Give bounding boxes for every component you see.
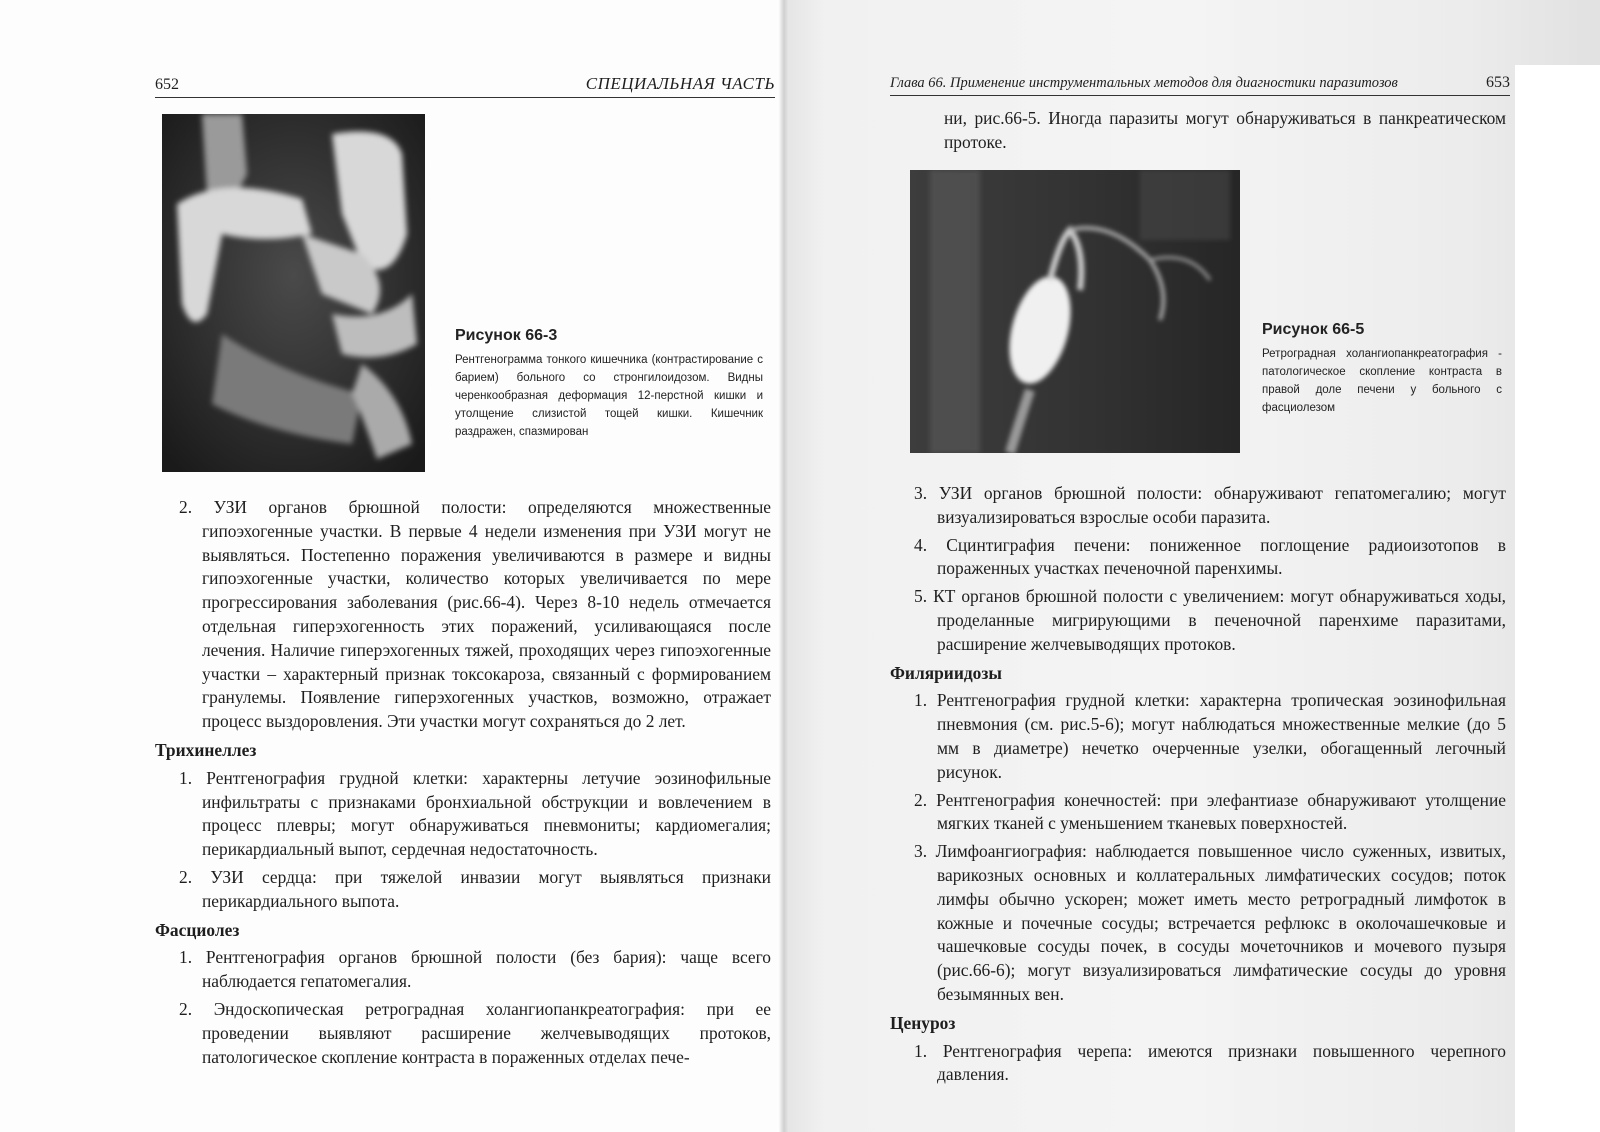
figure-66-5-text: Ретроградная холангиопанкреатография - патологическое скопление контраста в правой доле печени у больного с фасциолезом [1262, 348, 1502, 414]
list-item: 3. Лимфоангиография: наблюдается повышенное число суженных, извитых, варикозных основных и коллатеральных лимфатических сосудов; поток лимфы обычно ускорен; может иметь место ретроградный лимфоток в кожные и почечные сосуды; встречается рефлюкс в околочашечковые и чашечковые сосуды почек, в сосуды мочеточников и мочевого пузыря (рис.66-6); могут визуализироваться лимфатические сосуды до уровня безымянных вен. [914, 841, 1506, 1004]
left-page-number: 652 [155, 76, 179, 93]
right-running-title: Глава 66. Применение инструментальных методов для диагностики паразитозов [890, 75, 1398, 91]
section-heading-trichinellosis: Трихинеллез [155, 739, 257, 760]
figure-66-3-caption [455, 327, 763, 441]
section-heading-filariasis: Филяриидозы [890, 662, 1002, 683]
right-top-text [944, 107, 1506, 155]
section-heading-coenurosis: Ценуроз [890, 1012, 956, 1033]
list-item: 1. Рентгенография грудной клетки: характерны летучие эозинофильные инфильтраты с признаками бронхиальной обструкции и вовлечением в процесс плевры; могут обнаруживаться пневмониты; кардиомегалия; перикардиальный выпот, сердечная недостаточность. [179, 767, 771, 860]
list-item: 2. Рентгенография конечностей: при элефантиазе обнаруживают утолщение мягких тканей с уменьшением тканевых поверхностей. [914, 789, 1506, 834]
section-heading-fascioliasis: Фасциолез [155, 919, 240, 940]
list-item: 2. Эндоскопическая ретроградная холангиопанкреатография: при ее проведении выявляют расширение желчевыводящих протоков, патологическое скопление контраста в пораженных отделах пече- [179, 998, 771, 1067]
left-body-text [155, 496, 771, 1073]
xray-image-66-3 [162, 114, 425, 472]
figure-66-5-title: Рисунок 66-5 [1262, 321, 1365, 338]
right-page-header [890, 74, 1510, 96]
left-running-title: СПЕЦИАЛЬНАЯ ЧАСТЬ [585, 74, 775, 93]
list-item: 3. УЗИ органов брюшной полости: обнаруживают гепатомегалию; могут визуализироваться взрослые особи паразита. [914, 483, 1506, 527]
continuation-paragraph: ни, рис.66-5. Иногда паразиты могут обнаруживаться в панкреатическом протоке. [944, 108, 1506, 152]
figure-66-3-title: Рисунок 66-3 [455, 327, 558, 344]
book-spine [779, 0, 789, 1132]
figure-66-3-text: Рентгенограмма тонкого кишечника (контрастирование с барием) больного со стронгилоидозом. Видны черенкообразная деформация 12-перстной кишки и утолщение слизистой тощей кишки. Кишечник раздражен, спазмирован [455, 354, 763, 438]
list-item: 2. УЗИ органов брюшной полости: определяются множественные гипоэхогенные участки. В первые 4 недели изменения при УЗИ могут не выявляться. Постепенно поражения увеличиваются в размере и видны гипоэхогенные участки, количество которых увеличивается по мере прогрессирования заболевания (рис.66-4). Через 8-10 недель отмечается отдельная гиперэхогенность этих поражений, усиливающаяся после лечения. Наличие гиперэхогенных тяжей, проходящих через гипоэхогенные участки – характерный признак токсокароза, связанный с формированием гранулемы. Появление гиперэхогенных участков, возможно, отражает процесс выздоровления. Эти участки могут сохраняться до 2 лет. [179, 497, 771, 732]
list-item: 1. Рентгенография грудной клетки: характерна тропическая эозинофильная пневмония (см. рис.5-6); могут наблюдаться множественные мелкие (до 5 мм в диаметре) нечетко очерченные узелки, обогащенный легочный рисунок. [914, 690, 1506, 782]
figure-66-5-caption [1262, 321, 1502, 417]
left-page-header [155, 74, 775, 98]
list-item: 4. Сцинтиграфия печени: пониженное поглощение радиоизотопов в пораженных участках печеночной паренхимы. [914, 534, 1506, 579]
xray-image-66-5 [910, 170, 1240, 453]
list-item: 1. Рентгенография органов брюшной полости (без бария): чаще всего наблюдается гепатомегалия. [179, 947, 771, 992]
right-body-text [890, 482, 1506, 1091]
list-item: 5. КТ органов брюшной полости с увеличением: могут обнаруживаться ходы, проделанные мигрирующими в печеночной паренхиме паразитами, расширение желчевыводящих протоков. [914, 586, 1506, 654]
scan-margin [1515, 65, 1600, 1132]
right-page-number: 653 [1486, 74, 1510, 91]
list-item: 1. Рентгенография черепа: имеются признаки повышенного черепного давления. [914, 1040, 1506, 1085]
list-item: 2. УЗИ сердца: при тяжелой инвазии могут выявляться признаки перикардиального выпота. [179, 866, 771, 911]
